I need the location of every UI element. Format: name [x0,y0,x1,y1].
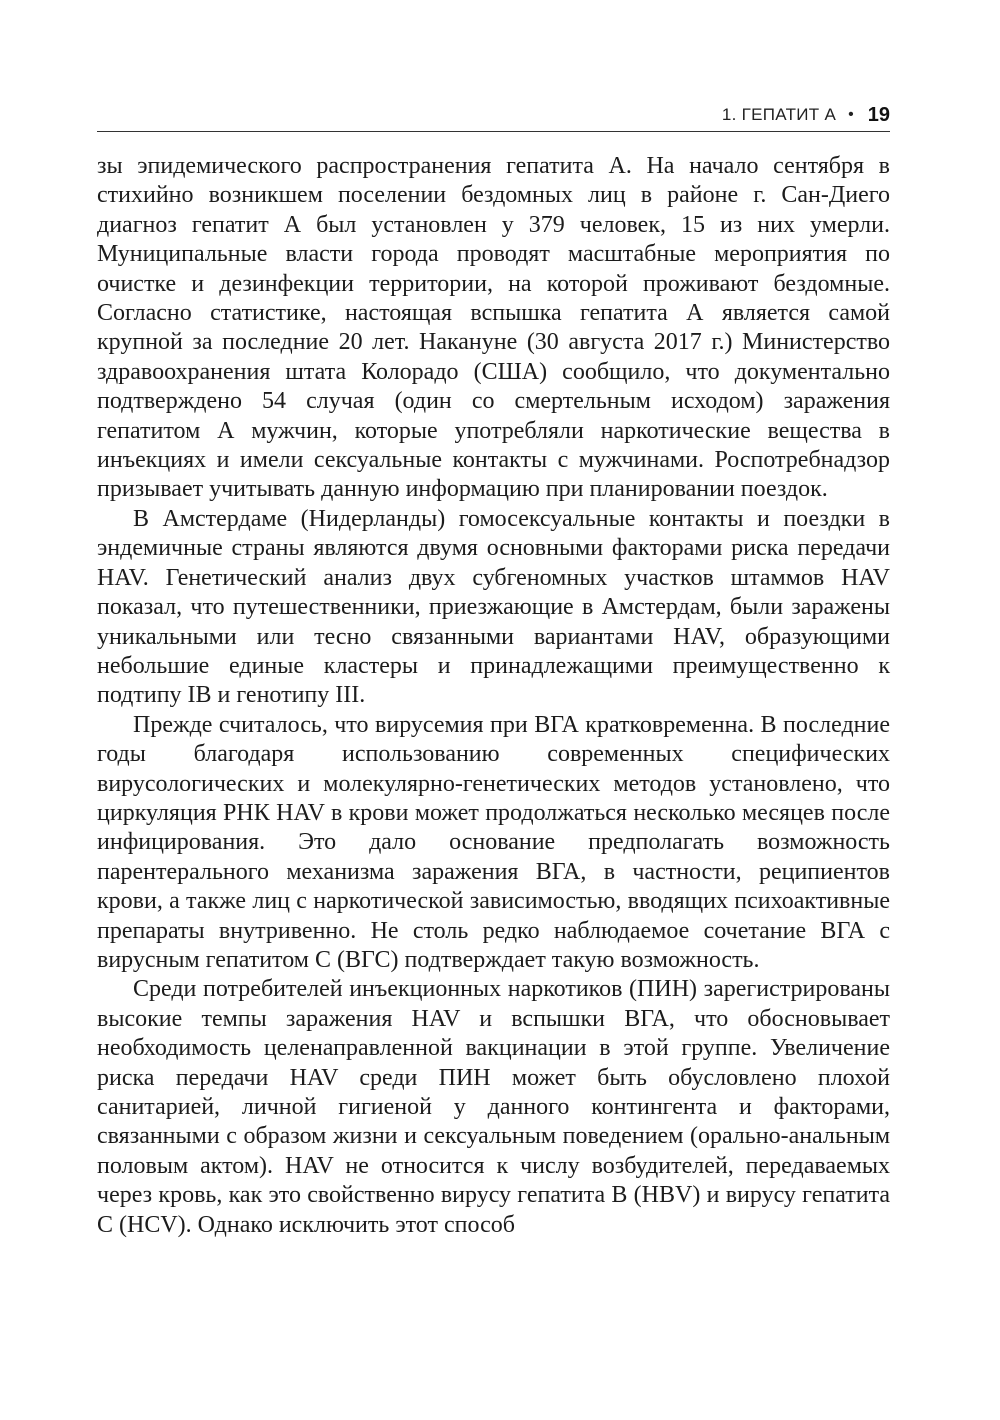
paragraph-injection-drug-users: Среди потребителей инъекционных наркотиков (ПИН) зарегистрированы высокие темпы заражения HAV и вспышки ВГА, что обосновывает необходимость целенаправленной вакцинации в этой группе. Увеличение риска передачи HAV среди ПИН может быть обусловлено плохой санитарией, личной гигиеной у данного контингента и факторами, связанными с образом жизни и сексуальным поведением (орально-анальным половым актом). HAV не относится к числу возбудителей, передаваемых через кровь, как это свойственно вирусу гепатита В (HBV) и вирусу гепатита С (HCV). Однако исключить этот способ [97,976,890,1238]
header-divider [97,131,890,132]
paragraph-continuation: зы эпидемического распространения гепатита А. На начало сентября в стихийно возникшем поселении бездомных лиц в районе г. Сан-Диего диагноз гепатит А был установлен у 379 человек, 15 из них умерли. Муниципальные власти города проводят масштабные мероприятия по очистке и дезинфекции территории, на которой проживают бездомные. Согласно статистике, настоящая вспышка гепатита А является самой крупной за последние 20 лет. Накануне (30 августа 2017 г.) Министерство здравоохранения штата Колорадо (США) сообщило, что документально подтверждено 54 случая (один со смертельным исходом) заражения гепатитом А мужчин, которые употребляли наркотические вещества в инъекциях и имели сексуальные контакты с мужчинами. Роспотребнадзор призывает учитывать данную информацию при планировании поездок. [97,153,890,503]
paragraph-viremia: Прежде считалось, что вирусемия при ВГА кратковременна. В последние годы благодаря использованию современных специфических вирусологических и молекулярно-генетических методов установлено, что циркуляция РНК HAV в крови может продолжаться несколько месяцев после инфицирования. Это дало основание предполагать возможность парентерального механизма заражения ВГА, в частности, реципиентов крови, а также лиц с наркотической зависимостью, вводящих психоактивные препараты внутривенно. Не столь редко наблюдаемое сочетание ВГА с вирусным гепатитом С (ВГС) подтверждает такую возможность. [97,711,890,973]
page-number: 19 [867,103,890,126]
bullet-separator: • [848,106,854,123]
body-text [97,152,890,1240]
paragraph-amsterdam: В Амстердаме (Нидерланды) гомосексуальные контакты и поездки в эндемичные страны являются двумя основными факторами риска передачи HAV. Генетический анализ двух субгеномных участков штаммов HAV показал, что путешественники, приезжающие в Амстердам, были заражены уникальными или тесно связанными вариантами HAV, образующими небольшие единые кластеры и принадлежащими преимущественно к подтипу IB и генотипу III. [97,505,890,709]
running-header [97,100,890,130]
chapter-title: 1. ГЕПАТИТ А [721,105,837,124]
